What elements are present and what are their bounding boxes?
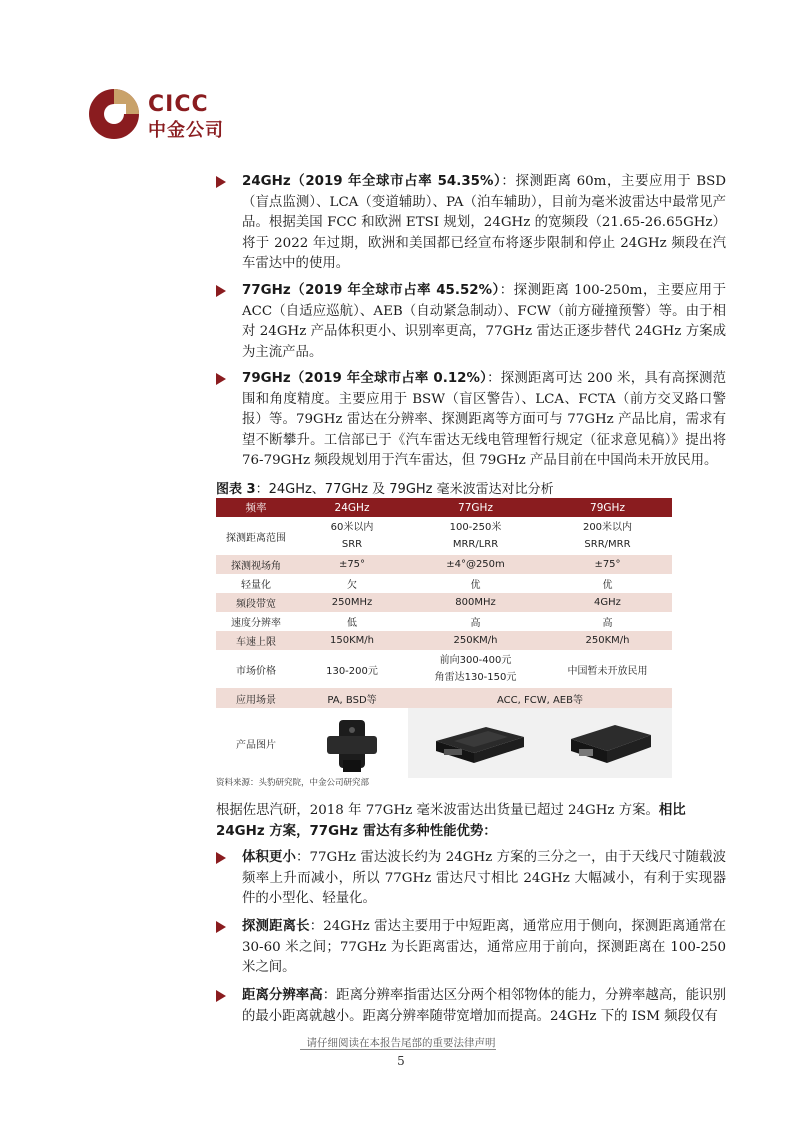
row-label: 探测视场角 bbox=[216, 555, 296, 574]
bullet-77ghz bbox=[216, 281, 726, 363]
table-cell: 250KM/h bbox=[543, 631, 672, 650]
table-cell: 60米以内 SRR bbox=[296, 517, 408, 555]
table-cell: 150KM/h bbox=[296, 631, 408, 650]
bullet-arrow-icon bbox=[216, 852, 226, 864]
table-cell: 250MHz bbox=[296, 593, 408, 612]
table-row bbox=[216, 574, 672, 593]
comparison-table bbox=[216, 498, 672, 778]
table-cell: 200米以内 SRR/MRR bbox=[543, 517, 672, 555]
table-cell: ±4°@250m bbox=[408, 555, 543, 574]
logo-english: CICC bbox=[148, 92, 209, 117]
table-cell: 中国暂未开放民用 bbox=[543, 650, 672, 688]
bullet-text: ：距离分辨率指雷达区分两个相邻物体的能力，分辨率越高，能识别的最小距离就越小。距离分辨率随带宽增加而提高。24GHz 下的 ISM 频段仅有 bbox=[242, 988, 727, 1024]
body-paragraph: 根据佐思汽研，2018 年 77GHz 毫米波雷达出货量已超过 24GHz 方案。相比 24GHz 方案，77GHz 雷达有多种性能优势： bbox=[216, 803, 686, 839]
table-row bbox=[216, 593, 672, 612]
row-label: 产品图片 bbox=[216, 708, 296, 778]
paragraph-bold: 相比 24GHz 方案，77GHz 雷达有多种性能优势： bbox=[216, 803, 686, 839]
row-label: 频段带宽 bbox=[216, 593, 296, 612]
bullet-range-resolution bbox=[216, 986, 726, 1027]
bullet-bold: 79GHz（2019 年全球市占率 0.12%） bbox=[242, 371, 488, 386]
bullet-bold: 24GHz（2019 年全球市占率 54.35%） bbox=[242, 174, 502, 189]
bullet-detection-range bbox=[216, 917, 726, 979]
page-number: 5 bbox=[397, 1054, 405, 1068]
bullet-arrow-icon bbox=[216, 285, 226, 297]
table-cell: 前向300-400元 角雷达130-150元 bbox=[408, 650, 543, 688]
table-cell: 优 bbox=[408, 574, 543, 593]
table-row bbox=[216, 708, 672, 778]
row-label: 探测距离范围 bbox=[216, 517, 296, 555]
table-row bbox=[216, 650, 672, 688]
table-row bbox=[216, 631, 672, 650]
row-label: 市场价格 bbox=[216, 650, 296, 688]
table-cell: 优 bbox=[543, 574, 672, 593]
table-cell: PA, BSD等 bbox=[296, 688, 408, 708]
table-cell: 100-250米 MRR/LRR bbox=[408, 517, 543, 555]
cicc-logo-icon bbox=[88, 88, 140, 140]
bullet-bold: 体积更小 bbox=[242, 850, 297, 865]
header-cell: 77GHz bbox=[408, 498, 543, 517]
table-cell: 800MHz bbox=[408, 593, 543, 612]
row-label: 速度分辨率 bbox=[216, 612, 296, 631]
table-cell: 250KM/h bbox=[408, 631, 543, 650]
cicc-logo bbox=[88, 88, 228, 144]
bullet-text: ：探测距离 60m，主要应用于 BSD（盲点监测）、LCA（变道辅助）、PA（泊车辅助），目前为毫米波雷达中最常见产品。根据美国 FCC 和欧洲 ETSI 规划，24GHz 的宽频段（21.65-26.65GHz）将于 2022 年过期，欧洲和美国都已经宣布将逐步限制和停止 24GHz 频段在汽车雷达中的使用。 bbox=[242, 174, 727, 271]
table-row bbox=[216, 517, 672, 555]
table-cell: ±75° bbox=[296, 555, 408, 574]
row-label: 应用场景 bbox=[216, 688, 296, 708]
bullet-bold: 距离分辨率高 bbox=[242, 988, 323, 1003]
bullet-arrow-icon bbox=[216, 990, 226, 1002]
bullet-24ghz bbox=[216, 172, 726, 275]
bullet-text: ：探测距离 100-250m，主要应用于 ACC（自适应巡航）、AEB（自动紧急制动）、FCW（前方碰撞预警）等。由于相对 24GHz 产品体积更小、识别率更高，77GHz 雷达正逐步替代 24GHz 方案成为主流产品。 bbox=[242, 283, 726, 360]
product-image-24ghz bbox=[296, 708, 408, 778]
table-cell: ACC, FCW, AEB等 bbox=[408, 688, 672, 708]
bullet-79ghz bbox=[216, 369, 726, 472]
table-row bbox=[216, 555, 672, 574]
table-cell: 低 bbox=[296, 612, 408, 631]
table-cell: 高 bbox=[408, 612, 543, 631]
bullet-arrow-icon bbox=[216, 921, 226, 933]
logo-chinese: 中金公司 bbox=[148, 120, 224, 141]
footer-legal-note[interactable]: 请仔细阅读在本报告尾部的重要法律声明 bbox=[306, 1037, 496, 1049]
bullet-arrow-icon bbox=[216, 176, 226, 188]
row-label: 轻量化 bbox=[216, 574, 296, 593]
header-cell: 24GHz bbox=[296, 498, 408, 517]
table-header-row bbox=[216, 498, 672, 517]
figure-title-text: ：24GHz、77GHz 及 79GHz 毫米波雷达对比分析 bbox=[255, 482, 554, 497]
header-cell: 频率 bbox=[216, 498, 296, 517]
bullet-text: ：探测距离可达 200 米，具有高探测范围和角度精度。主要应用于 BSW（盲区警告）、LCA、FCTA（前方交叉路口警报）等。79GHz 雷达在分辨率、探测距离等方面可与 77GHz 产品比肩，需求有望不断攀升。工信部已于《汽车雷达无线电管理暂行规定（征求意见稿）》提出将 76-79GHz 频段规划用于汽车雷达，但 79GHz 产品目前在中国尚未开放民用。 bbox=[242, 371, 726, 468]
figure-source: 资料来源：头豹研究院，中金公司研究部 bbox=[216, 778, 370, 788]
bullet-arrow-icon bbox=[216, 373, 226, 385]
footer-underline bbox=[300, 1049, 496, 1050]
table-cell: 4GHz bbox=[543, 593, 672, 612]
table-cell: 欠 bbox=[296, 574, 408, 593]
row-label: 车速上限 bbox=[216, 631, 296, 650]
figure-title-prefix: 图表 3 bbox=[216, 482, 256, 497]
figure-title bbox=[216, 478, 554, 497]
table-row bbox=[216, 688, 672, 708]
bullet-bold: 探测距离长 bbox=[242, 919, 310, 934]
table-cell: 130-200元 bbox=[296, 650, 408, 688]
bullet-text: ：24GHz 雷达主要用于中短距离，通常应用于侧向，探测距离通常在 30-60 米之间；77GHz 为长距离雷达，通常应用于前向，探测距离在 100-250 米之间。 bbox=[242, 919, 726, 975]
table-row bbox=[216, 612, 672, 631]
table-cell: 高 bbox=[543, 612, 672, 631]
bullet-text: ：77GHz 雷达波长约为 24GHz 方案的三分之一，由于天线尺寸随载波频率上升而减小，所以 77GHz 雷达尺寸相比 24GHz 大幅减小，有利于实现器件的小型化、轻量化。 bbox=[242, 850, 726, 906]
product-image-77ghz bbox=[408, 708, 543, 778]
bullet-smaller-size bbox=[216, 848, 726, 910]
bullet-bold: 77GHz（2019 年全球市占率 45.52%） bbox=[242, 283, 500, 298]
table-cell: ±75° bbox=[543, 555, 672, 574]
header-cell: 79GHz bbox=[543, 498, 672, 517]
product-image-79ghz bbox=[543, 708, 672, 778]
